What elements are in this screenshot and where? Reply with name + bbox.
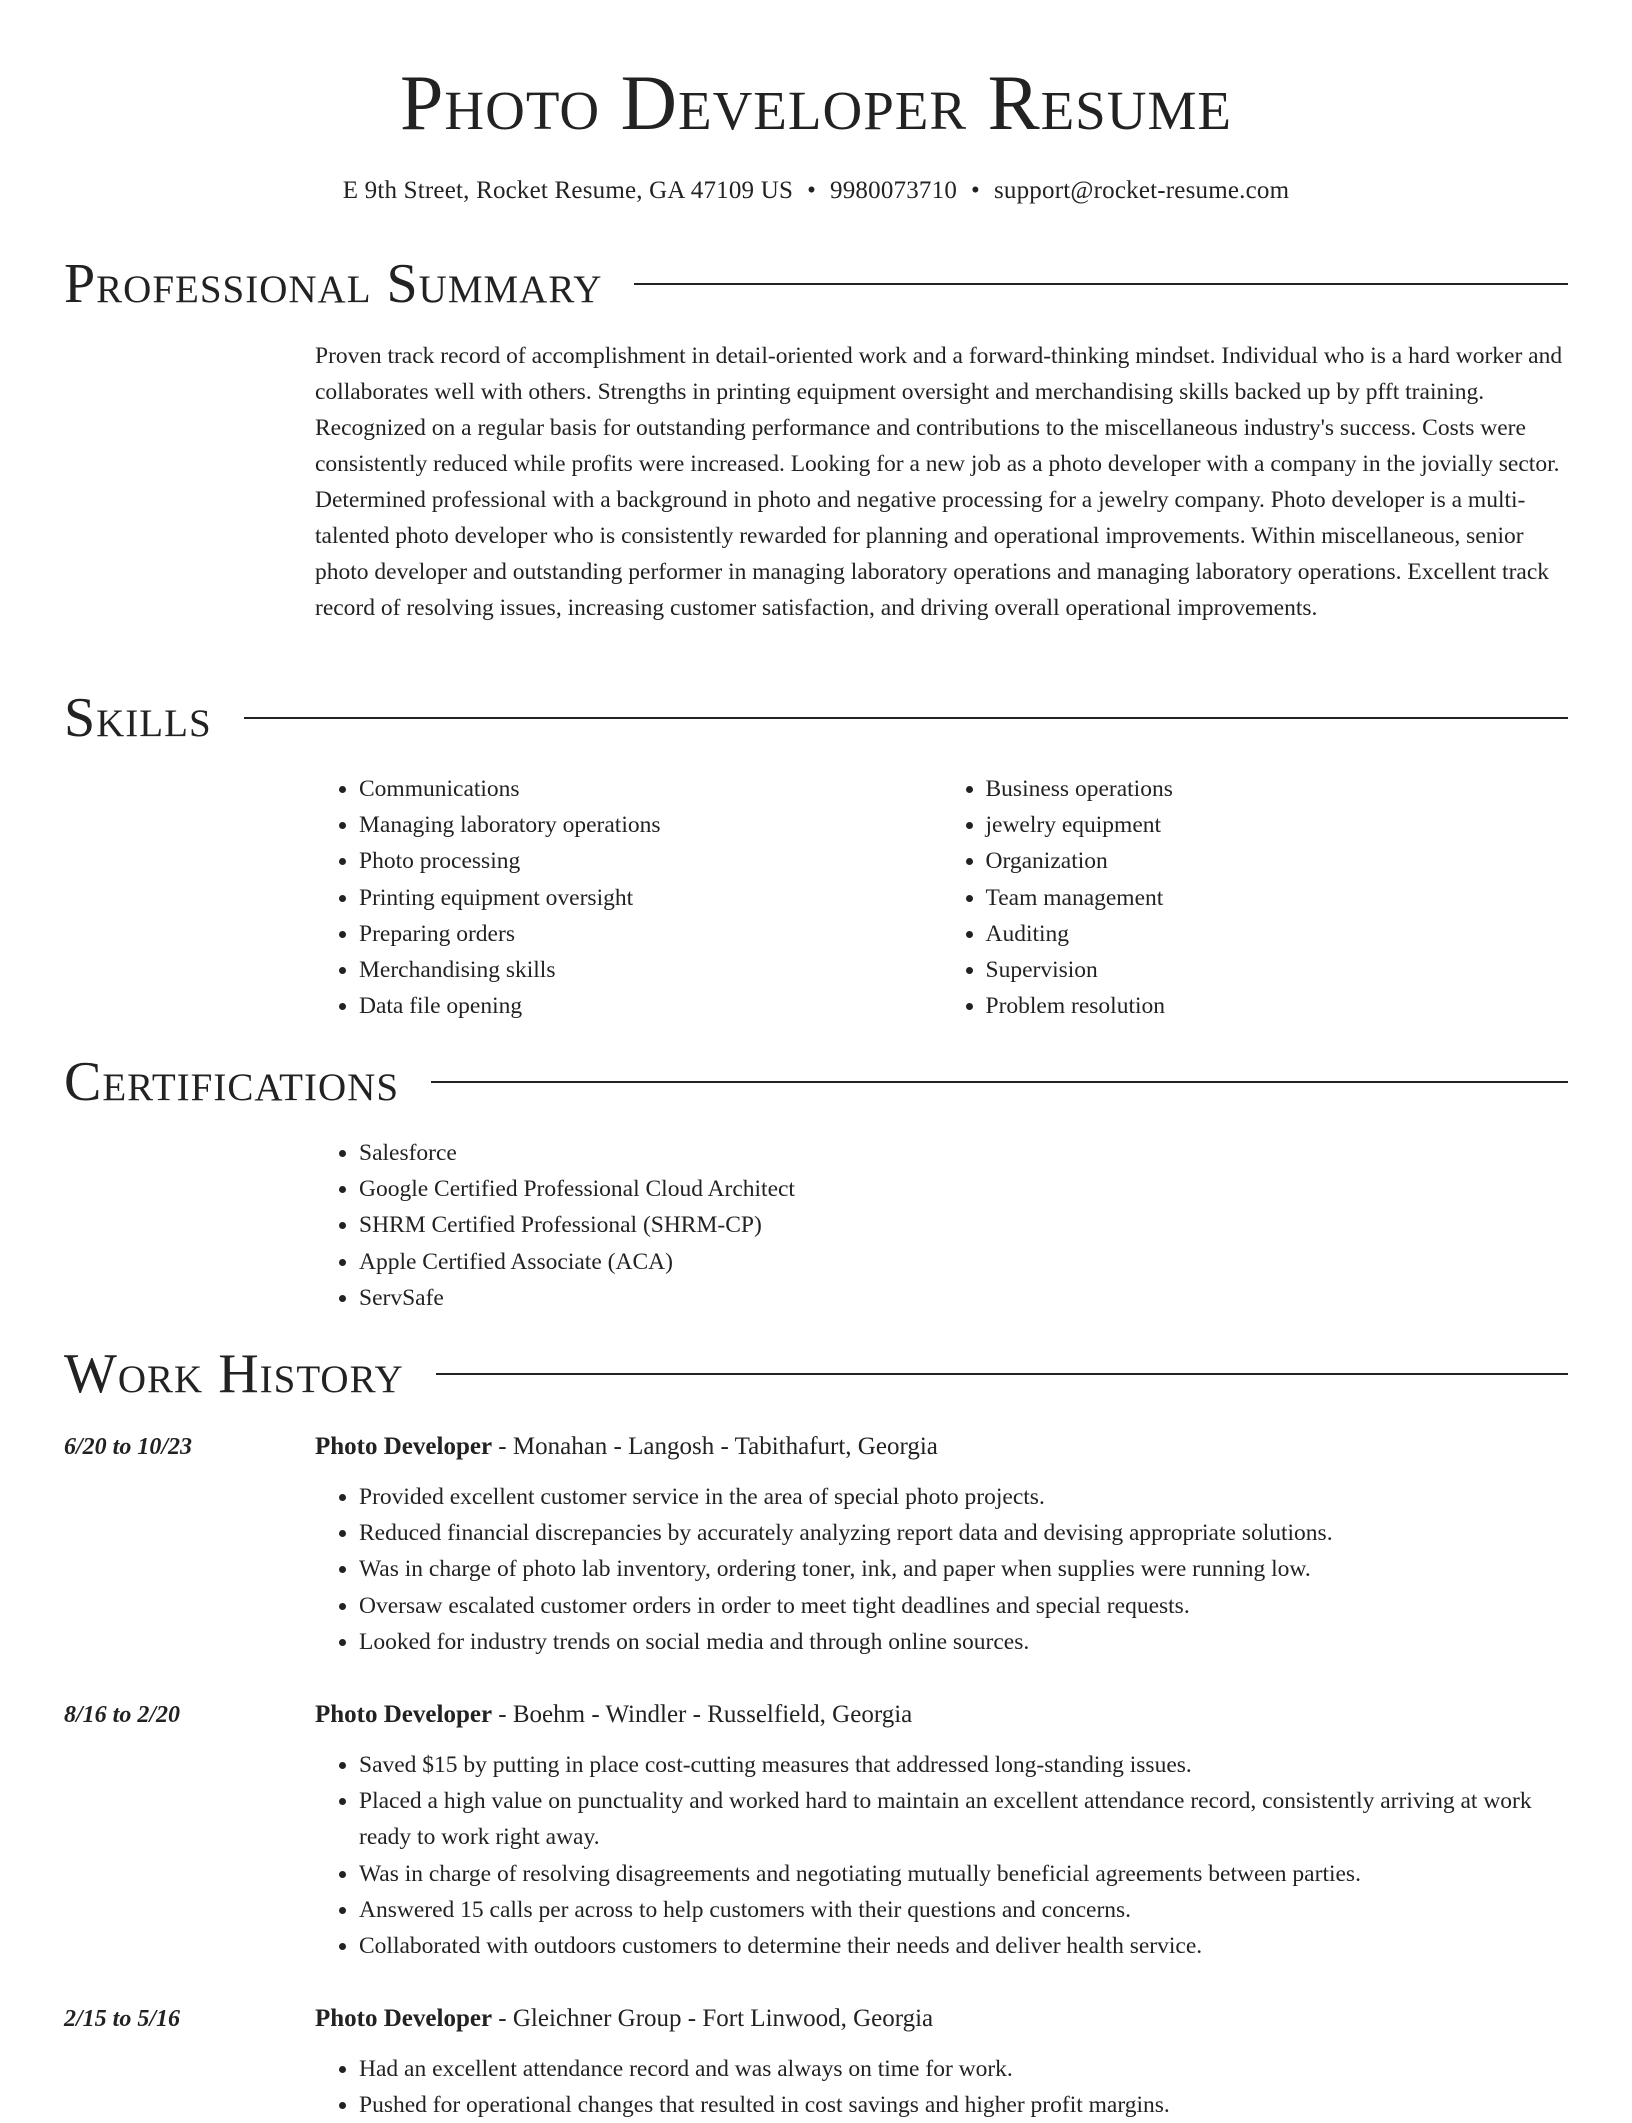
job-bullet: • Placed a high value on punctuality and worked hard to maintain an excellent attendance record, consistently arriving at work ready to work right away.	[359, 1783, 1568, 1855]
job-bullet: • Looked for industry trends on social media and through online sources.	[359, 1624, 1568, 1660]
work-heading: Work History	[64, 1343, 404, 1405]
skill-item: • Team management	[986, 880, 1569, 916]
section-divider	[431, 1081, 1568, 1083]
skill-item: • Auditing	[986, 916, 1569, 952]
certification-item: • SHRM Certified Professional (SHRM-CP)	[359, 1207, 1568, 1243]
job-title: Photo Developer	[315, 1433, 493, 1460]
job-bullet: • Answered 15 calls per across to help customers with their questions and concerns.	[359, 1892, 1568, 1928]
skill-item: • Managing laboratory operations	[359, 807, 942, 843]
certifications-list	[315, 1135, 1568, 1316]
skills-section-header	[64, 686, 1568, 750]
section-divider	[244, 717, 1568, 719]
skill-item: • Printing equipment oversight	[359, 880, 942, 916]
job-dates: 8/16 to 2/20	[64, 1702, 181, 1728]
job-entry	[315, 2001, 1568, 2123]
job-dates: 6/20 to 10/23	[64, 1434, 193, 1460]
job-bullet: • Reduced financial discrepancies by accurately analyzing report data and devising appropriate solutions.	[359, 1515, 1568, 1551]
section-divider	[436, 1373, 1568, 1375]
job-title: Photo Developer	[315, 1701, 493, 1728]
summary-heading: Professional Summary	[64, 253, 603, 315]
job-bullet: • Pushed for operational changes that resulted in cost savings and higher profit margins.	[359, 2087, 1568, 2123]
job-bullet: • Was in charge of resolving disagreements and negotiating mutually beneficial agreements between parties.	[359, 1856, 1568, 1892]
skills-column-left	[315, 771, 942, 1024]
skill-item: • Supervision	[986, 952, 1569, 988]
job-dates: 2/15 to 5/16	[64, 2006, 181, 2032]
summary-text: Proven track record of accomplishment in detail-oriented work and a forward-thinking mindset. Individual who is a hard worker and collaborates well with others. Strengths in printing equipment oversight and merchandising skills backed up by pfft training. Recognized on a regular basis for outstanding performance and contributions to the miscellaneous industry's success. Costs were consistently reduced while profits were increased. Looking for a new job as a photo developer with a company in the jovially sector. Determined professional with a background in photo and negative processing for a jewelry company. Photo developer is a multi-talented photo developer who is consistently rewarded for planning and operational improvements. Within miscellaneous, senior photo developer and outstanding performer in managing laboratory operations and managing laboratory operations. Excellent track record of resolving issues, increasing customer satisfaction, and driving overall operational improvements.	[315, 343, 1563, 621]
resume-title: Photo Developer Resume	[400, 59, 1232, 146]
contact-separator: •	[971, 177, 980, 204]
skill-item: • Organization	[986, 843, 1569, 879]
contact-phone: 9980073710	[830, 177, 958, 204]
skills-column-right	[942, 771, 1569, 1024]
contact-address: E 9th Street, Rocket Resume, GA 47109 US	[342, 177, 794, 204]
job-company: - Monahan - Langosh - Tabithafurt, Georgia	[492, 1433, 938, 1460]
skill-item: • Preparing orders	[359, 916, 942, 952]
job-entry	[315, 1697, 1568, 1964]
skill-item: • Merchandising skills	[359, 952, 942, 988]
skill-item: • Problem resolution	[986, 988, 1569, 1024]
certifications-section-header	[64, 1050, 1568, 1114]
certification-item: • ServSafe	[359, 1280, 1568, 1316]
job-entry	[315, 1429, 1568, 1660]
certifications-heading: Certifications	[64, 1051, 400, 1113]
section-divider	[634, 283, 1568, 285]
job-bullet: • Was in charge of photo lab inventory, ordering toner, ink, and paper when supplies were running low.	[359, 1551, 1568, 1587]
contact-email: support@rocket-resume.com	[993, 177, 1290, 204]
skill-item: • Photo processing	[359, 843, 942, 879]
job-company: - Gleichner Group - Fort Linwood, Georgia	[492, 2005, 934, 2032]
job-company: - Boehm - Windler - Russelfield, Georgia	[492, 1701, 913, 1728]
job-title-line	[315, 2001, 1568, 2037]
skill-item: • jewelry equipment	[986, 807, 1569, 843]
contact-separator: •	[807, 177, 817, 204]
job-title: Photo Developer	[315, 2005, 493, 2032]
work-section-header	[64, 1342, 1568, 1406]
skill-item: • Data file opening	[359, 988, 942, 1024]
job-bullet: • Collaborated with outdoors customers to determine their needs and deliver health service.	[359, 1928, 1568, 1964]
job-bullet: • Saved $15 by putting in place cost-cutting measures that addressed long-standing issues.	[359, 1747, 1568, 1783]
skill-item: • Business operations	[986, 771, 1569, 807]
skills-list	[315, 771, 1568, 1024]
job-bullet: • Had an excellent attendance record and was always on time for work.	[359, 2051, 1568, 2087]
skill-item: • Communications	[359, 771, 942, 807]
certification-item: • Salesforce	[359, 1135, 1568, 1171]
certification-item: • Google Certified Professional Cloud Architect	[359, 1171, 1568, 1207]
job-title-line	[315, 1429, 1568, 1465]
summary-body	[315, 338, 1568, 626]
job-bullet: • Provided excellent customer service in the area of special photo projects.	[359, 1479, 1568, 1515]
certification-item: • Apple Certified Associate (ACA)	[359, 1244, 1568, 1280]
job-title-line	[315, 1697, 1568, 1733]
skills-heading: Skills	[64, 687, 212, 749]
summary-section-header	[64, 252, 1568, 316]
contact-line	[64, 174, 1568, 208]
job-bullet: • Oversaw escalated customer orders in order to meet tight deadlines and special requests.	[359, 1588, 1568, 1624]
